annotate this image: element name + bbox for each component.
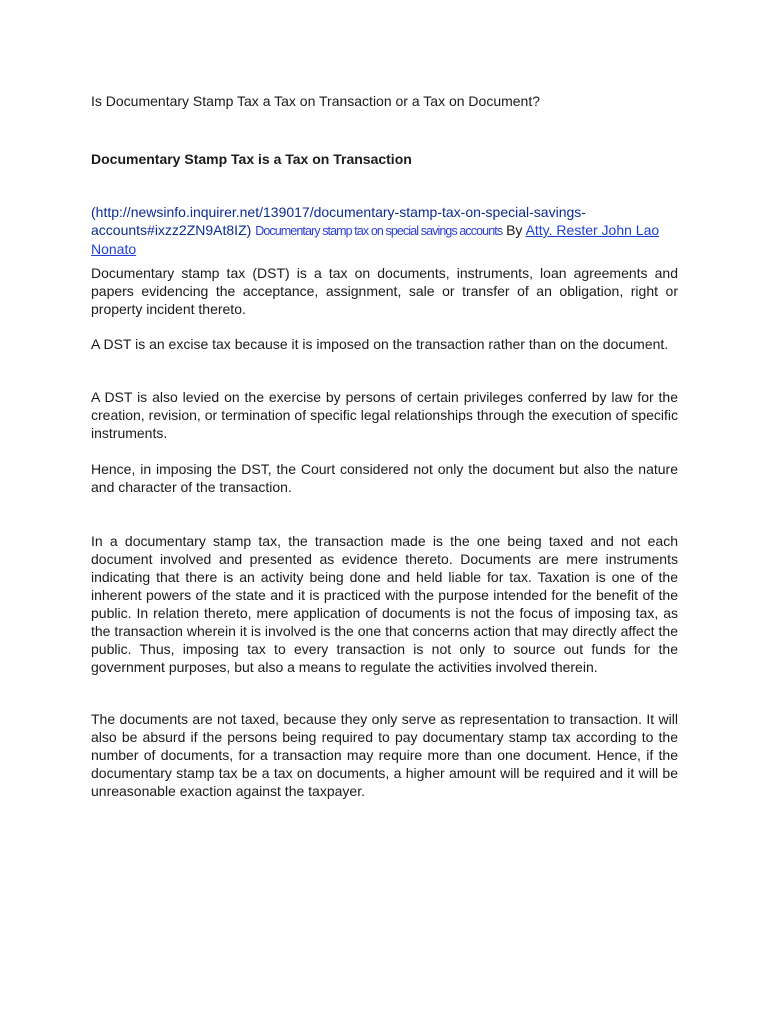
document-question: Is Documentary Stamp Tax a Tax on Transaction or a Tax on Document? — [91, 93, 541, 109]
byline-by: By — [506, 222, 523, 238]
source-url-link[interactable]: http://newsinfo.inquirer.net/139017/documentary-stamp-tax-on-special-savings-accounts#ixzz2ZN9At8IZ — [91, 204, 586, 238]
paragraph-3: A DST is also levied on the exercise by persons of certain privileges conferred by law for the creation, revision, or termination of specific legal relationships through the execution of specific instruments. — [91, 389, 678, 441]
paragraph-5: In a documentary stamp tax, the transaction made is the one being taxed and not each document involved and presented as evidence thereto. Documents are mere instruments indicating that there is an activity being done and held liable for tax. Taxation is one of the inherent powers of the state and it is practiced with the purpose intended for the benefit of the public. In relation thereto, mere application of documents is not the focus of imposing tax, as the transaction wherein it is involved is the one that concerns action that may directly affect the public. Thus, imposing tax to every transaction is not only to source out funds for the government purposes, but also a means to regulate the activities involved therein. — [91, 533, 678, 675]
paragraph-4: Hence, in imposing the DST, the Court considered not only the document but also the nature and character of the transaction. — [91, 461, 678, 495]
document-heading: Documentary Stamp Tax is a Tax on Transaction — [91, 151, 412, 167]
article-title: Documentary stamp tax on special savings accounts — [255, 224, 503, 238]
paragraph-2: A DST is an excise tax because it is imposed on the transaction rather than on the document. — [91, 336, 669, 352]
paragraph-1: Documentary stamp tax (DST) is a tax on documents, instruments, loan agreements and papers evidencing the acceptance, assignment, sale or transfer of an obligation, right or property incident thereto. — [91, 265, 678, 317]
paragraph-6: The documents are not taxed, because they only serve as representation to transaction. It will also be absurd if the persons being required to pay documentary stamp tax according to the number of documents, for a transaction may require more than one document. Hence, if the documentary stamp tax be a tax on documents, a higher amount will be required and it will be unreasonable exaction against the taxpayer. — [91, 711, 678, 799]
source-close-paren: ) — [246, 222, 252, 238]
source-citation — [91, 203, 678, 258]
author-link[interactable]: Atty. Rester John Lao Nonato — [91, 222, 660, 257]
source-open-paren: ( — [91, 204, 96, 220]
